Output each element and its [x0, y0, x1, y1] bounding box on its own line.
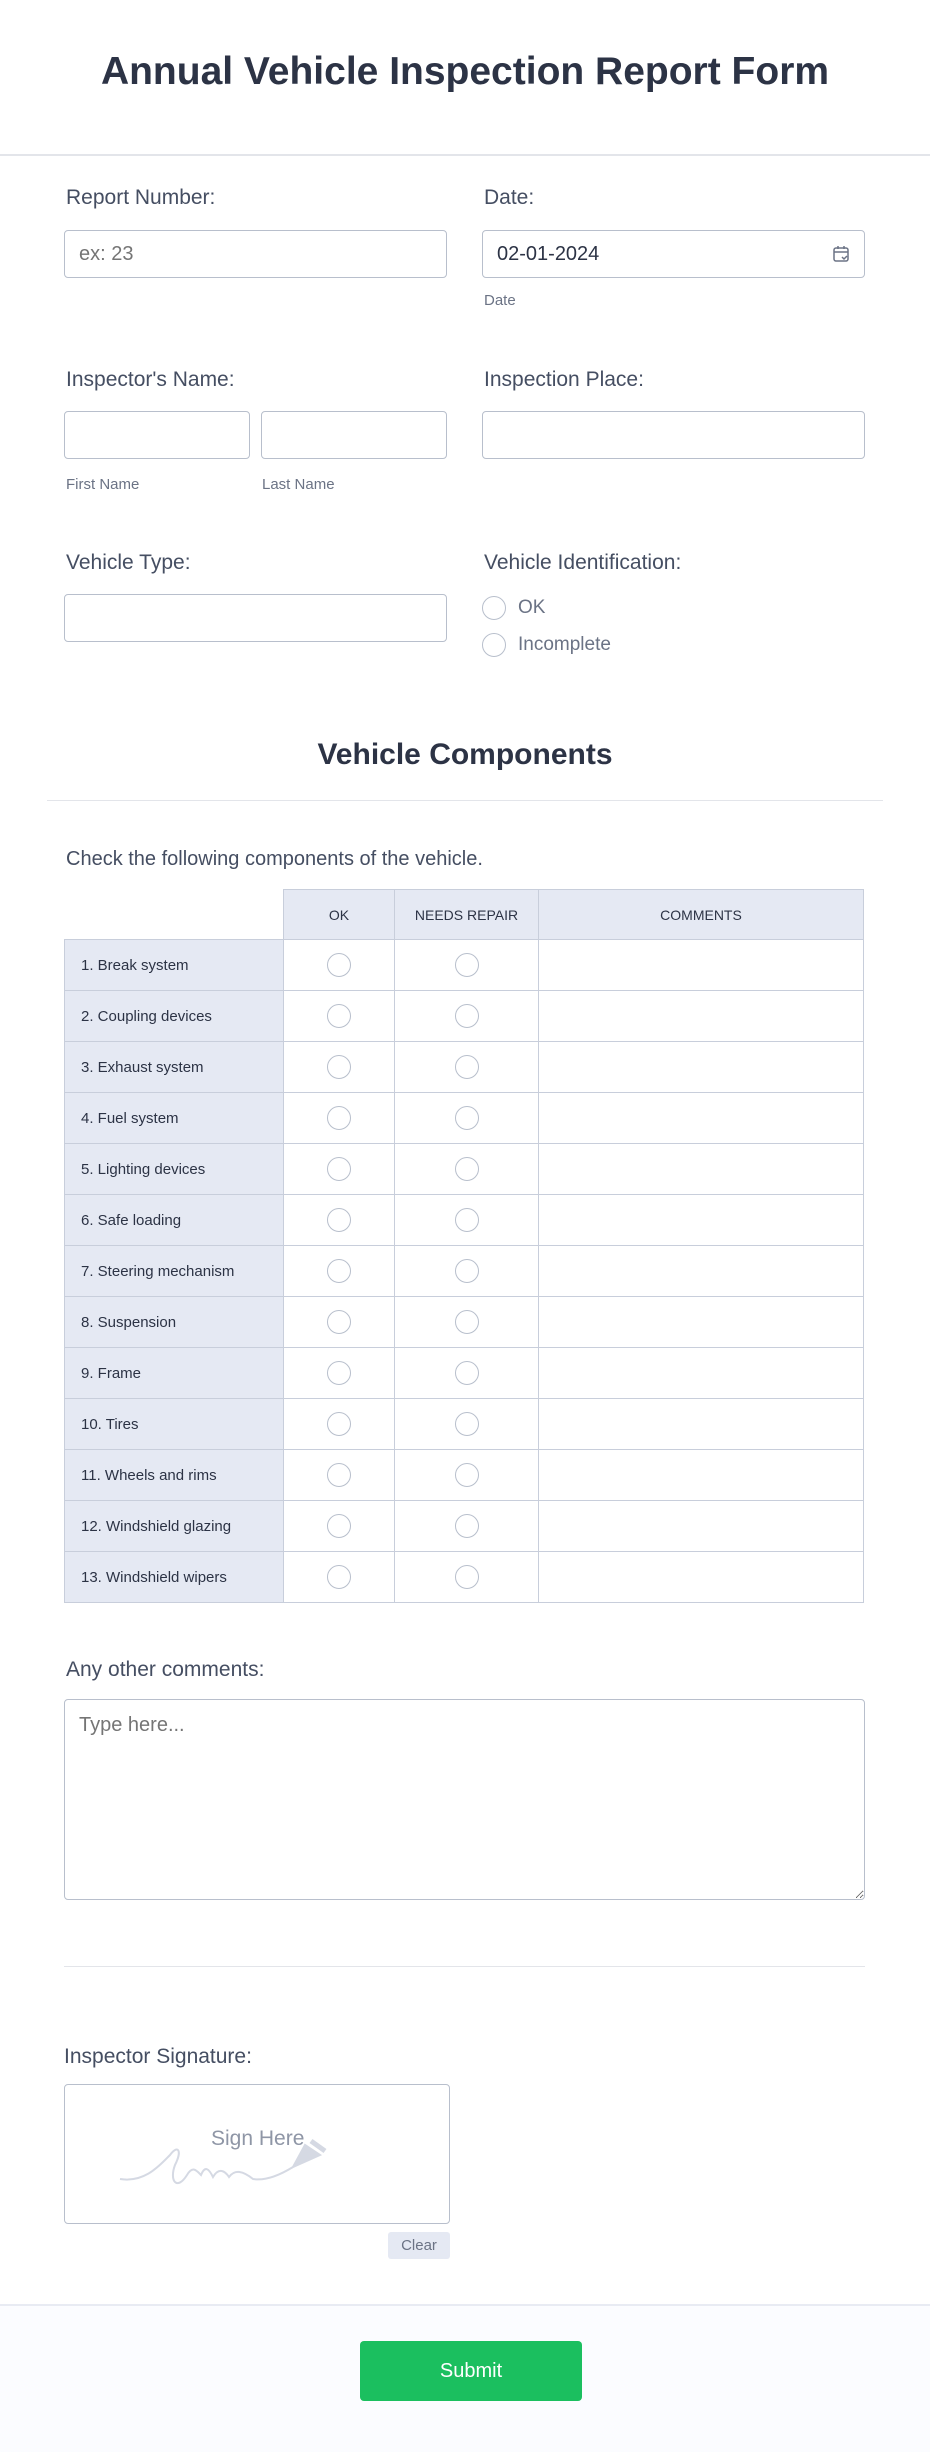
radio-option-incomplete[interactable]: [482, 633, 611, 657]
row-label: 3. Exhaust system: [65, 1042, 284, 1093]
vehicle-identification-label: Vehicle Identification:: [484, 551, 682, 574]
needs-repair-radio[interactable]: [455, 1259, 479, 1283]
ok-cell[interactable]: [284, 1144, 395, 1195]
needs-repair-radio[interactable]: [455, 1361, 479, 1385]
comments-cell[interactable]: [539, 1093, 864, 1144]
comments-cell[interactable]: [539, 1144, 864, 1195]
table-row: [65, 1501, 864, 1552]
needs-repair-cell[interactable]: [395, 940, 539, 991]
components-matrix: [64, 889, 864, 1603]
radio-button[interactable]: [482, 633, 506, 657]
column-header-needs-repair: NEEDS REPAIR: [395, 890, 539, 940]
needs-repair-cell[interactable]: [395, 1246, 539, 1297]
ok-radio[interactable]: [327, 1004, 351, 1028]
needs-repair-radio[interactable]: [455, 1412, 479, 1436]
ok-cell[interactable]: [284, 1042, 395, 1093]
section-divider: [47, 800, 883, 801]
table-row: [65, 1144, 864, 1195]
report-number-input[interactable]: [64, 230, 447, 278]
needs-repair-cell[interactable]: [395, 1399, 539, 1450]
needs-repair-cell[interactable]: [395, 1297, 539, 1348]
table-row: [65, 940, 864, 991]
submit-button[interactable]: Submit: [360, 2341, 582, 2401]
ok-cell[interactable]: [284, 1501, 395, 1552]
table-row: [65, 1399, 864, 1450]
comments-cell[interactable]: [539, 1297, 864, 1348]
row-label: 5. Lighting devices: [65, 1144, 284, 1195]
components-instruction: Check the following components of the vehicle.: [66, 848, 483, 870]
last-name-sublabel: Last Name: [262, 476, 335, 493]
ok-cell[interactable]: [284, 940, 395, 991]
radio-label: OK: [518, 597, 546, 618]
comments-cell[interactable]: [539, 1042, 864, 1093]
ok-radio[interactable]: [327, 1208, 351, 1232]
needs-repair-radio[interactable]: [455, 1004, 479, 1028]
comments-cell[interactable]: [539, 1348, 864, 1399]
table-row: [65, 1348, 864, 1399]
row-label: 4. Fuel system: [65, 1093, 284, 1144]
table-row: [65, 991, 864, 1042]
ok-radio[interactable]: [327, 1055, 351, 1079]
ok-radio[interactable]: [327, 1259, 351, 1283]
comments-cell[interactable]: [539, 1501, 864, 1552]
comments-cell[interactable]: [539, 1246, 864, 1297]
signature-pad[interactable]: [64, 2084, 450, 2224]
form-header: [0, 0, 930, 156]
ok-cell[interactable]: [284, 1246, 395, 1297]
page-title: Annual Vehicle Inspection Report Form: [100, 50, 830, 93]
vehicle-type-label: Vehicle Type:: [66, 551, 191, 574]
ok-radio[interactable]: [327, 953, 351, 977]
needs-repair-cell[interactable]: [395, 1042, 539, 1093]
needs-repair-radio[interactable]: [455, 1310, 479, 1334]
needs-repair-cell[interactable]: [395, 1348, 539, 1399]
report-number-label: Report Number:: [66, 186, 216, 209]
row-label: 13. Windshield wipers: [65, 1552, 284, 1603]
ok-cell[interactable]: [284, 1297, 395, 1348]
ok-radio[interactable]: [327, 1310, 351, 1334]
inspection-place-input[interactable]: [482, 411, 865, 459]
row-label: 8. Suspension: [65, 1297, 284, 1348]
table-row: [65, 1450, 864, 1501]
row-label: 11. Wheels and rims: [65, 1450, 284, 1501]
needs-repair-cell[interactable]: [395, 991, 539, 1042]
table-row: [65, 1195, 864, 1246]
table-row: [65, 1246, 864, 1297]
other-comments-label: Any other comments:: [66, 1658, 265, 1681]
needs-repair-radio[interactable]: [455, 1055, 479, 1079]
needs-repair-cell[interactable]: [395, 1144, 539, 1195]
row-label: 12. Windshield glazing: [65, 1501, 284, 1552]
needs-repair-radio[interactable]: [455, 1463, 479, 1487]
ok-radio[interactable]: [327, 1361, 351, 1385]
inspector-name-label: Inspector's Name:: [66, 368, 235, 391]
row-label: 1. Break system: [65, 940, 284, 991]
table-row: [65, 1093, 864, 1144]
signature-label: Inspector Signature:: [64, 2045, 252, 2068]
column-header-ok: OK: [284, 890, 395, 940]
needs-repair-cell[interactable]: [395, 1501, 539, 1552]
sign-here-hint: Sign Here: [211, 2127, 305, 2150]
needs-repair-radio[interactable]: [455, 953, 479, 977]
ok-cell[interactable]: [284, 1399, 395, 1450]
comments-cell[interactable]: [539, 1195, 864, 1246]
ok-cell[interactable]: [284, 1093, 395, 1144]
section-heading: Vehicle Components: [317, 738, 613, 771]
needs-repair-cell[interactable]: [395, 1093, 539, 1144]
column-header-comments: COMMENTS: [539, 890, 864, 940]
row-label: 7. Steering mechanism: [65, 1246, 284, 1297]
first-name-input[interactable]: [64, 411, 250, 459]
comments-cell[interactable]: [539, 1399, 864, 1450]
needs-repair-radio[interactable]: [455, 1106, 479, 1130]
inspection-place-label: Inspection Place:: [484, 368, 644, 391]
ok-radio[interactable]: [327, 1514, 351, 1538]
date-sublabel: Date: [484, 292, 516, 309]
last-name-input[interactable]: [261, 411, 447, 459]
ok-cell[interactable]: [284, 1552, 395, 1603]
radio-option-ok[interactable]: [482, 596, 545, 620]
row-label: 10. Tires: [65, 1399, 284, 1450]
table-row: [65, 1297, 864, 1348]
ok-cell[interactable]: [284, 1450, 395, 1501]
date-input[interactable]: [482, 230, 865, 278]
needs-repair-radio[interactable]: [455, 1208, 479, 1232]
needs-repair-radio[interactable]: [455, 1565, 479, 1589]
date-label: Date:: [484, 186, 535, 209]
needs-repair-radio[interactable]: [455, 1157, 479, 1181]
ok-radio[interactable]: [327, 1412, 351, 1436]
comments-cell[interactable]: [539, 1450, 864, 1501]
ok-radio[interactable]: [327, 1157, 351, 1181]
signature-scribble-icon: [115, 2135, 355, 2195]
row-label: 6. Safe loading: [65, 1195, 284, 1246]
comments-cell[interactable]: [539, 991, 864, 1042]
divider: [64, 1966, 865, 1967]
radio-label: Incomplete: [518, 634, 611, 655]
row-label: 2. Coupling devices: [65, 991, 284, 1042]
needs-repair-cell[interactable]: [395, 1552, 539, 1603]
table-row: [65, 1042, 864, 1093]
comments-cell[interactable]: [539, 1552, 864, 1603]
ok-radio[interactable]: [327, 1463, 351, 1487]
clear-signature-button[interactable]: Clear: [388, 2232, 450, 2259]
table-row: [65, 1552, 864, 1603]
row-label: 9. Frame: [65, 1348, 284, 1399]
needs-repair-cell[interactable]: [395, 1195, 539, 1246]
ok-radio[interactable]: [327, 1106, 351, 1130]
calendar-icon[interactable]: [832, 245, 850, 263]
comments-cell[interactable]: [539, 940, 864, 991]
date-value: 02-01-2024: [497, 242, 600, 265]
matrix-corner: [65, 890, 284, 940]
other-comments-textarea[interactable]: [64, 1699, 865, 1900]
ok-cell[interactable]: [284, 1195, 395, 1246]
ok-radio[interactable]: [327, 1565, 351, 1589]
first-name-sublabel: First Name: [66, 476, 140, 493]
needs-repair-radio[interactable]: [455, 1514, 479, 1538]
vehicle-type-input[interactable]: [64, 594, 447, 642]
ok-cell[interactable]: [284, 1348, 395, 1399]
ok-cell[interactable]: [284, 991, 395, 1042]
needs-repair-cell[interactable]: [395, 1450, 539, 1501]
radio-button[interactable]: [482, 596, 506, 620]
